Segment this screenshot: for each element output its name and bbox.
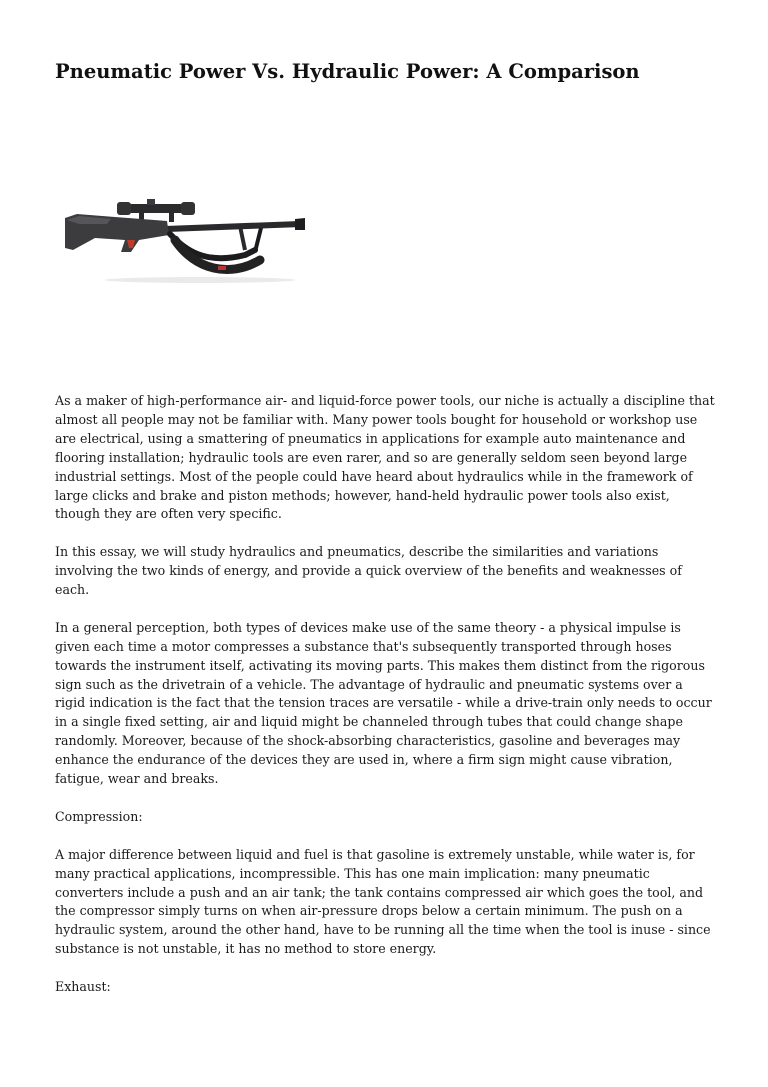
page-title: Pneumatic Power Vs. Hydraulic Power: A Comparison — [55, 60, 640, 83]
rifle-illustration — [55, 100, 315, 370]
paragraph: In this essay, we will study hydraulics and pneumatics, describe the similarities and variations involving the two kinds of energy, and provide a quick overview of the benefits and weaknesses of each. — [55, 544, 682, 598]
article-body — [55, 392, 715, 1016]
section-heading-exhaust: Exhaust: — [55, 979, 111, 995]
air-rifle-with-scope-image — [55, 100, 315, 370]
paragraph: A major difference between liquid and fuel is that gasoline is extremely unstable, while water is, for many practical applications, incompressible. This has one main implication: many pneumatic converters include a push and an air tank; the tank contains compressed air which goes the tool, and the compressor simply turns on when air-pressure drops below a certain minimum. The push on a hydraulic system, around the other hand, have to be running all the time when the tool is inuse - since substance is not unstable, it has no method to store energy. — [55, 846, 711, 957]
section-heading-compression: Compression: — [55, 808, 143, 824]
paragraph: As a maker of high-performance air- and liquid-force power tools, our niche is actually a discipline that almost all people may not be familiar with. Many power tools bought for household or workshop use are electrical, using a smattering of pneumatics in applications for example auto maintenance and flooring installation; hydraulic tools are even rarer, and so are generally seldom seen beyond large industrial settings. Most of the people could have heard about hydraulics while in the framework of large clicks and brake and piston methods; however, hand-held hydraulic power tools also exist, though they are often very specific. — [55, 393, 715, 522]
paragraph: In a general perception, both types of devices make use of the same theory - a physical impulse is given each time a motor compresses a substance that's subsequently transported through hoses towards the instrument itself, activating its moving parts. This makes them distinct from the rigorous sign such as the drivetrain of a vehicle. The advantage of hydraulic and pneumatic systems over a rigid indication is the fact that the tension traces are versatile - while a drive-train only needs to occur in a single fixed setting, air and liquid might be channeled through tubes that could change shape randomly. Moreover, because of the shock-absorbing characteristics, gasoline and beverages may enhance the endurance of the devices they are used in, where a firm sign might cause vibration, fatigue, wear and breaks. — [55, 619, 712, 787]
